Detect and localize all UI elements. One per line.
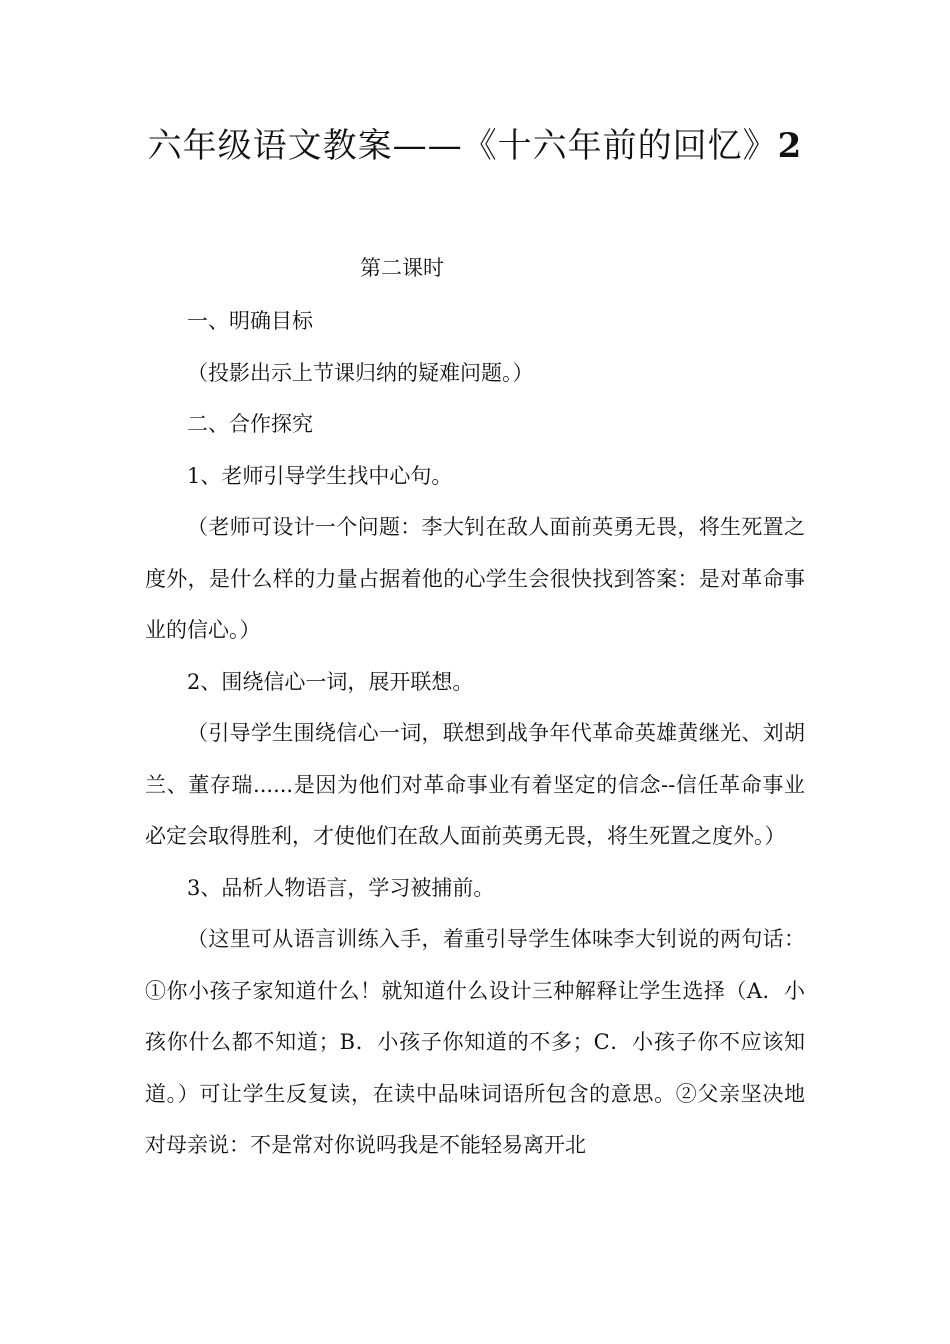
- section-heading-cooperation: 二、合作探究: [187, 412, 313, 436]
- step-1-note: （老师可设计一个问题：李大钊在敌人面前英勇无畏，将生死置之度外，是什么样的力量占据着他的心学生会很快找到答案：是对革命事业的信心。）: [145, 515, 805, 642]
- section-heading-goals: 一、明确目标: [187, 309, 313, 333]
- title-number: 2: [777, 126, 803, 166]
- step-3-note: （这里可从语言训练入手，着重引导学生体味李大钊说的两句话：①你小孩子家知道什么！就知道什么设计三种解释让学生选择（A．小孩你什么都不知道；B．小孩子你知道的不多；C．小孩子你不应该知道。）可让学生反复读，在读中品味词语所包含的意思。②父亲坚决地对母亲说：不是常对你说吗我是不能轻易离开北: [145, 927, 805, 1157]
- paragraph-projection-note: （投影出示上节课归纳的疑难问题。）: [187, 360, 534, 385]
- document-body: [145, 296, 805, 1172]
- lesson-subtitle: 第二课时: [360, 256, 444, 280]
- step-2-note: （引导学生围绕信心一词，联想到战争年代革命英雄黄继光、刘胡兰、董存瑞......是因为他们对革命事业有着坚定的信念--信任革命事业必定会取得胜利，才使他们在敌人面前英勇无畏，将生死置之度外。）: [145, 721, 805, 848]
- document-title: [0, 124, 950, 168]
- step-2-heading: 2、围绕信心一词，展开联想。: [187, 669, 474, 694]
- title-main: 六年级语文教案——《十六年前的回忆》: [147, 126, 778, 166]
- step-3-heading: 3、品析人物语言，学习被捕前。: [187, 875, 495, 900]
- step-1-heading: 1、老师引导学生找中心句。: [187, 463, 453, 488]
